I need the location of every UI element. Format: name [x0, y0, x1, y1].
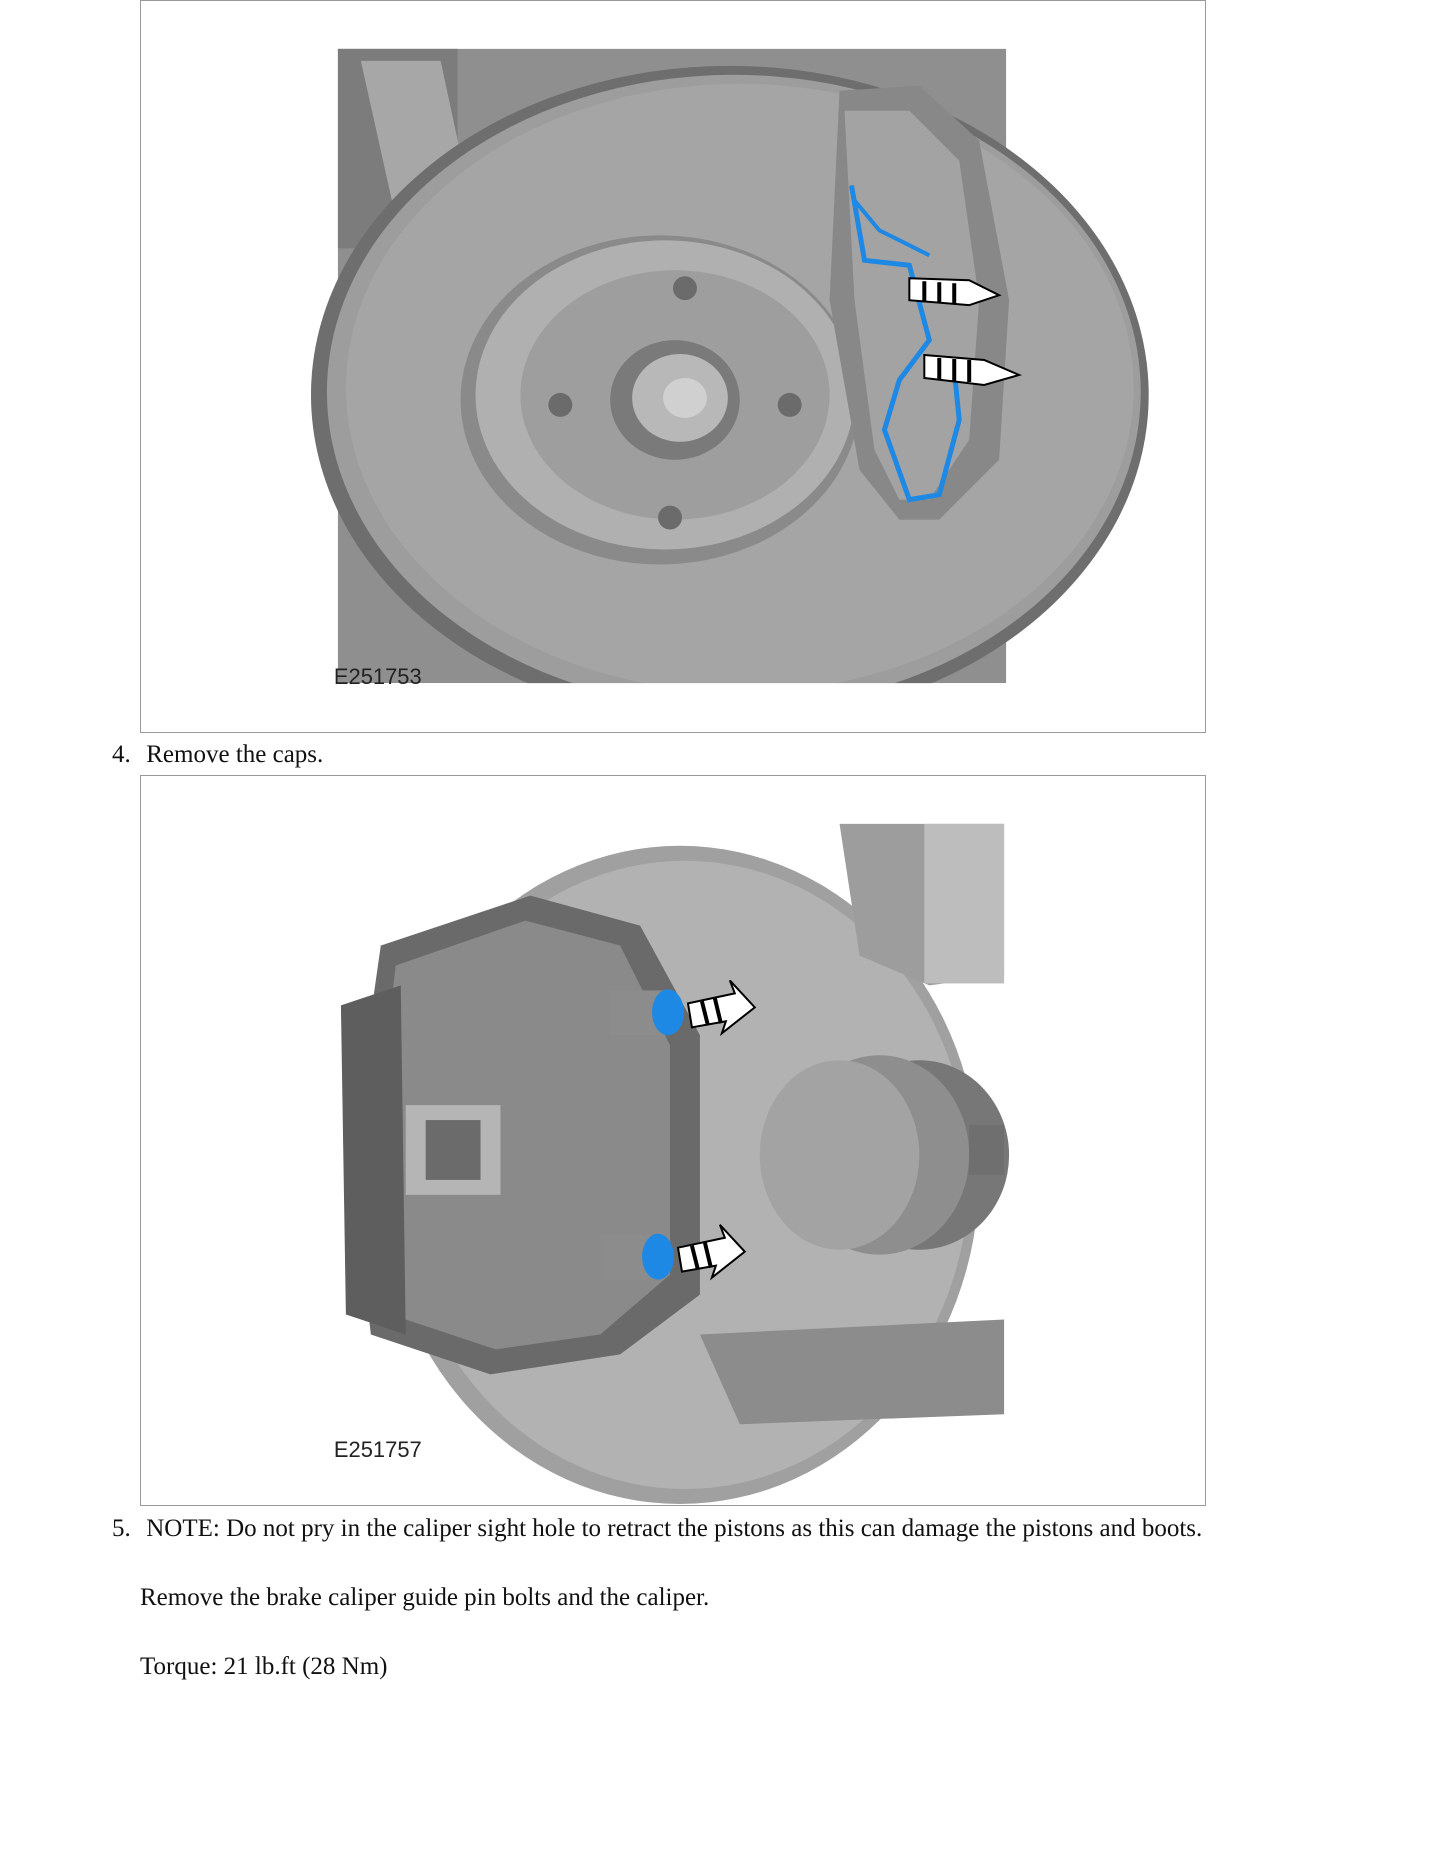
figure-brake-caliper	[140, 775, 1206, 1506]
step-text: NOTE: Do not pry in the caliper sight hole to retract the pistons as this can damage the pistons and boots.	[146, 1515, 1203, 1542]
step-5-torque: Torque: 21 lb.ft (28 Nm)	[140, 1653, 388, 1680]
figure-brake-disc	[140, 0, 1206, 733]
step-4	[112, 740, 323, 770]
step-number: 5.	[112, 1515, 131, 1542]
figure-label: E251757	[333, 1437, 422, 1463]
brake-disc-illustration	[141, 1, 1205, 732]
step-5-body: Remove the brake caliper guide pin bolts and the caliper.	[140, 1584, 710, 1611]
figure-label: E251753	[333, 664, 422, 690]
step-number: 4.	[112, 741, 131, 768]
step-5	[112, 1514, 1202, 1544]
brake-caliper-illustration	[141, 776, 1205, 1505]
cap-icon	[652, 989, 684, 1035]
step-text: Remove the caps.	[146, 741, 324, 768]
cap-icon	[642, 1234, 674, 1280]
